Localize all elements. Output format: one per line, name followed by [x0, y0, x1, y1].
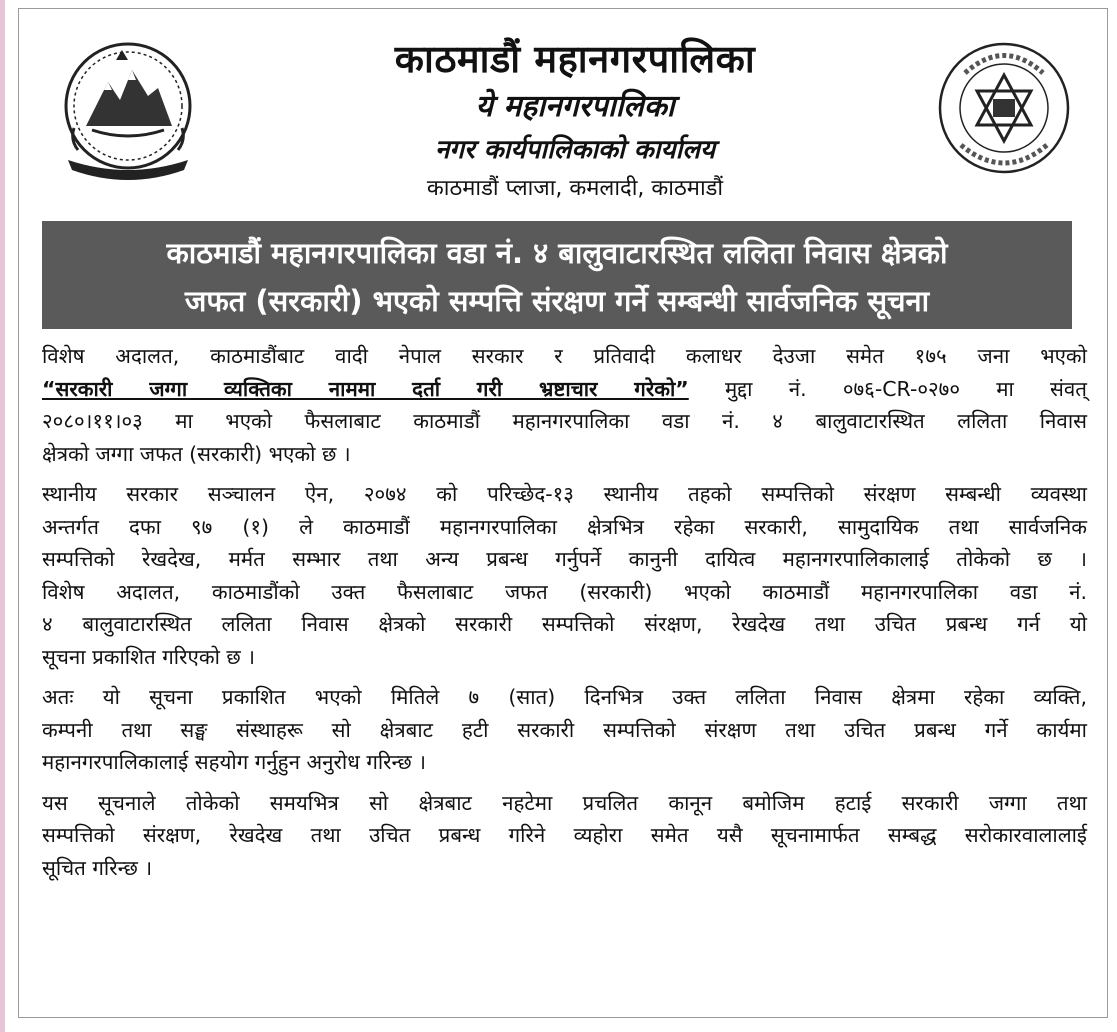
p4-line-1: यस सूचनाले तोकेको समयभित्र सो क्षेत्रबाट नहटेमा प्रचलित कानून बमोजिम हटाई सरकारी जग्गा तथा [42, 790, 1087, 815]
case-number-text: मुद्दा नं. ०७६-CR-०२७० मा संवत् [688, 376, 1087, 401]
notice-heading-banner [42, 221, 1072, 329]
notice-heading-line-1: काठमाडौं महानगरपालिका वडा नं. ४ बालुवाटारस्थित ललिता निवास क्षेत्रको [166, 236, 948, 270]
p3-line-2: कम्पनी तथा सङ्घ संस्थाहरू सो क्षेत्रबाट हटी सरकारी सम्पत्तिको संरक्षण तथा उचित प्रबन्ध गर्ने कार्यमा [42, 717, 1087, 742]
p2-line-2: अन्तर्गत दफा ९७ (१) ले काठमाडौं महानगरपालिका क्षेत्रभित्र रहेका सरकारी, सामुदायिक तथा सार्वजनिक [42, 514, 1087, 539]
p4-line-3: सूचित गरिन्छ । [42, 855, 153, 880]
p1-line-2 [42, 373, 1087, 406]
office-address: काठमाडौं प्लाजा, कमलादी, काठमाडौं [426, 176, 724, 201]
p4-line-2: सम्पत्तिको संरक्षण, रेखदेख तथा उचित प्रबन्ध गरिने व्यहोरा समेत यसै सूचनामार्फत सम्बद्ध सरोकारवालालाई [42, 823, 1087, 847]
p1-line-4: क्षेत्रको जग्गा जफत (सरकारी) भएको छ । [42, 441, 351, 466]
page-title-newari: ये महानगरपालिका [475, 89, 675, 124]
p2-line-3: सम्पत्तिको रेखदेख, मर्मत सम्भार तथा अन्य प्रबन्ध गर्नुपर्ने कानुनी दायित्व महानगरपालिकालाई तोकेको छ । [42, 547, 1087, 571]
page-title: काठमाडौं महानगरपालिका [394, 37, 756, 81]
case-title-quote: “सरकारी जग्गा व्यक्तिका नाममा दर्ता गरी भ्रष्टाचार गरेको” [42, 376, 689, 401]
p1-line-1: विशेष अदालत, काठमाडौंबाट वादी नेपाल सरकार र प्रतिवादी कलाधर देउजा समेत १७५ जना भएको [42, 344, 1087, 368]
notice-heading-line-2: जफत (सरकारी) भएको सम्पत्ति संरक्षण गर्ने सम्बन्धी सार्वजनिक सूचना [184, 284, 930, 318]
notice-body [42, 340, 1087, 892]
p1-line-3: २०८०।११।०३ मा भएको फैसलाबाट काठमाडौं महानगरपालिका वडा नं. ४ बालुवाटारस्थित ललिता निवास [42, 409, 1087, 433]
paragraph-2 [42, 478, 1087, 673]
p2-line-4: विशेष अदालत, काठमाडौंको उक्त फैसलाबाट जफत (सरकारी) भएको काठमाडौं महानगरपालिका वडा नं. [42, 579, 1087, 604]
paragraph-1 [42, 340, 1087, 470]
p2-line-1: स्थानीय सरकार सञ्चालन ऐन, २०७४ को परिच्छेद-१३ स्थानीय तहको सम्पत्तिको संरक्षण सम्बन्धी व्यवस्था [42, 482, 1087, 506]
paragraph-4 [42, 787, 1087, 885]
p2-line-6: सूचना प्रकाशित गरिएको छ । [42, 644, 256, 669]
p2-line-5: ४ बालुवाटारस्थित ललिता निवास क्षेत्रको सरकारी सम्पत्तिको संरक्षण, रेखदेख तथा उचित प्रबन्ध गर्न यो [42, 612, 1087, 636]
p3-line-3: महानगरपालिकालाई सहयोग गर्नुहुन अनुरोध गरिन्छ । [42, 750, 427, 774]
p3-line-1: अतः यो सूचना प्रकाशित भएको मितिले ७ (सात) दिनभित्र उक्त ललिता निवास क्षेत्रमा रहेका व्यक्ति, [42, 685, 1087, 709]
paragraph-3 [42, 681, 1087, 779]
office-name: नगर कार्यपालिकाको कार्यालय [434, 135, 716, 165]
page-edge-strip [0, 0, 5, 1032]
nepal-government-emblem-icon [48, 30, 208, 190]
kathmandu-metropolitan-seal-icon [935, 33, 1073, 183]
